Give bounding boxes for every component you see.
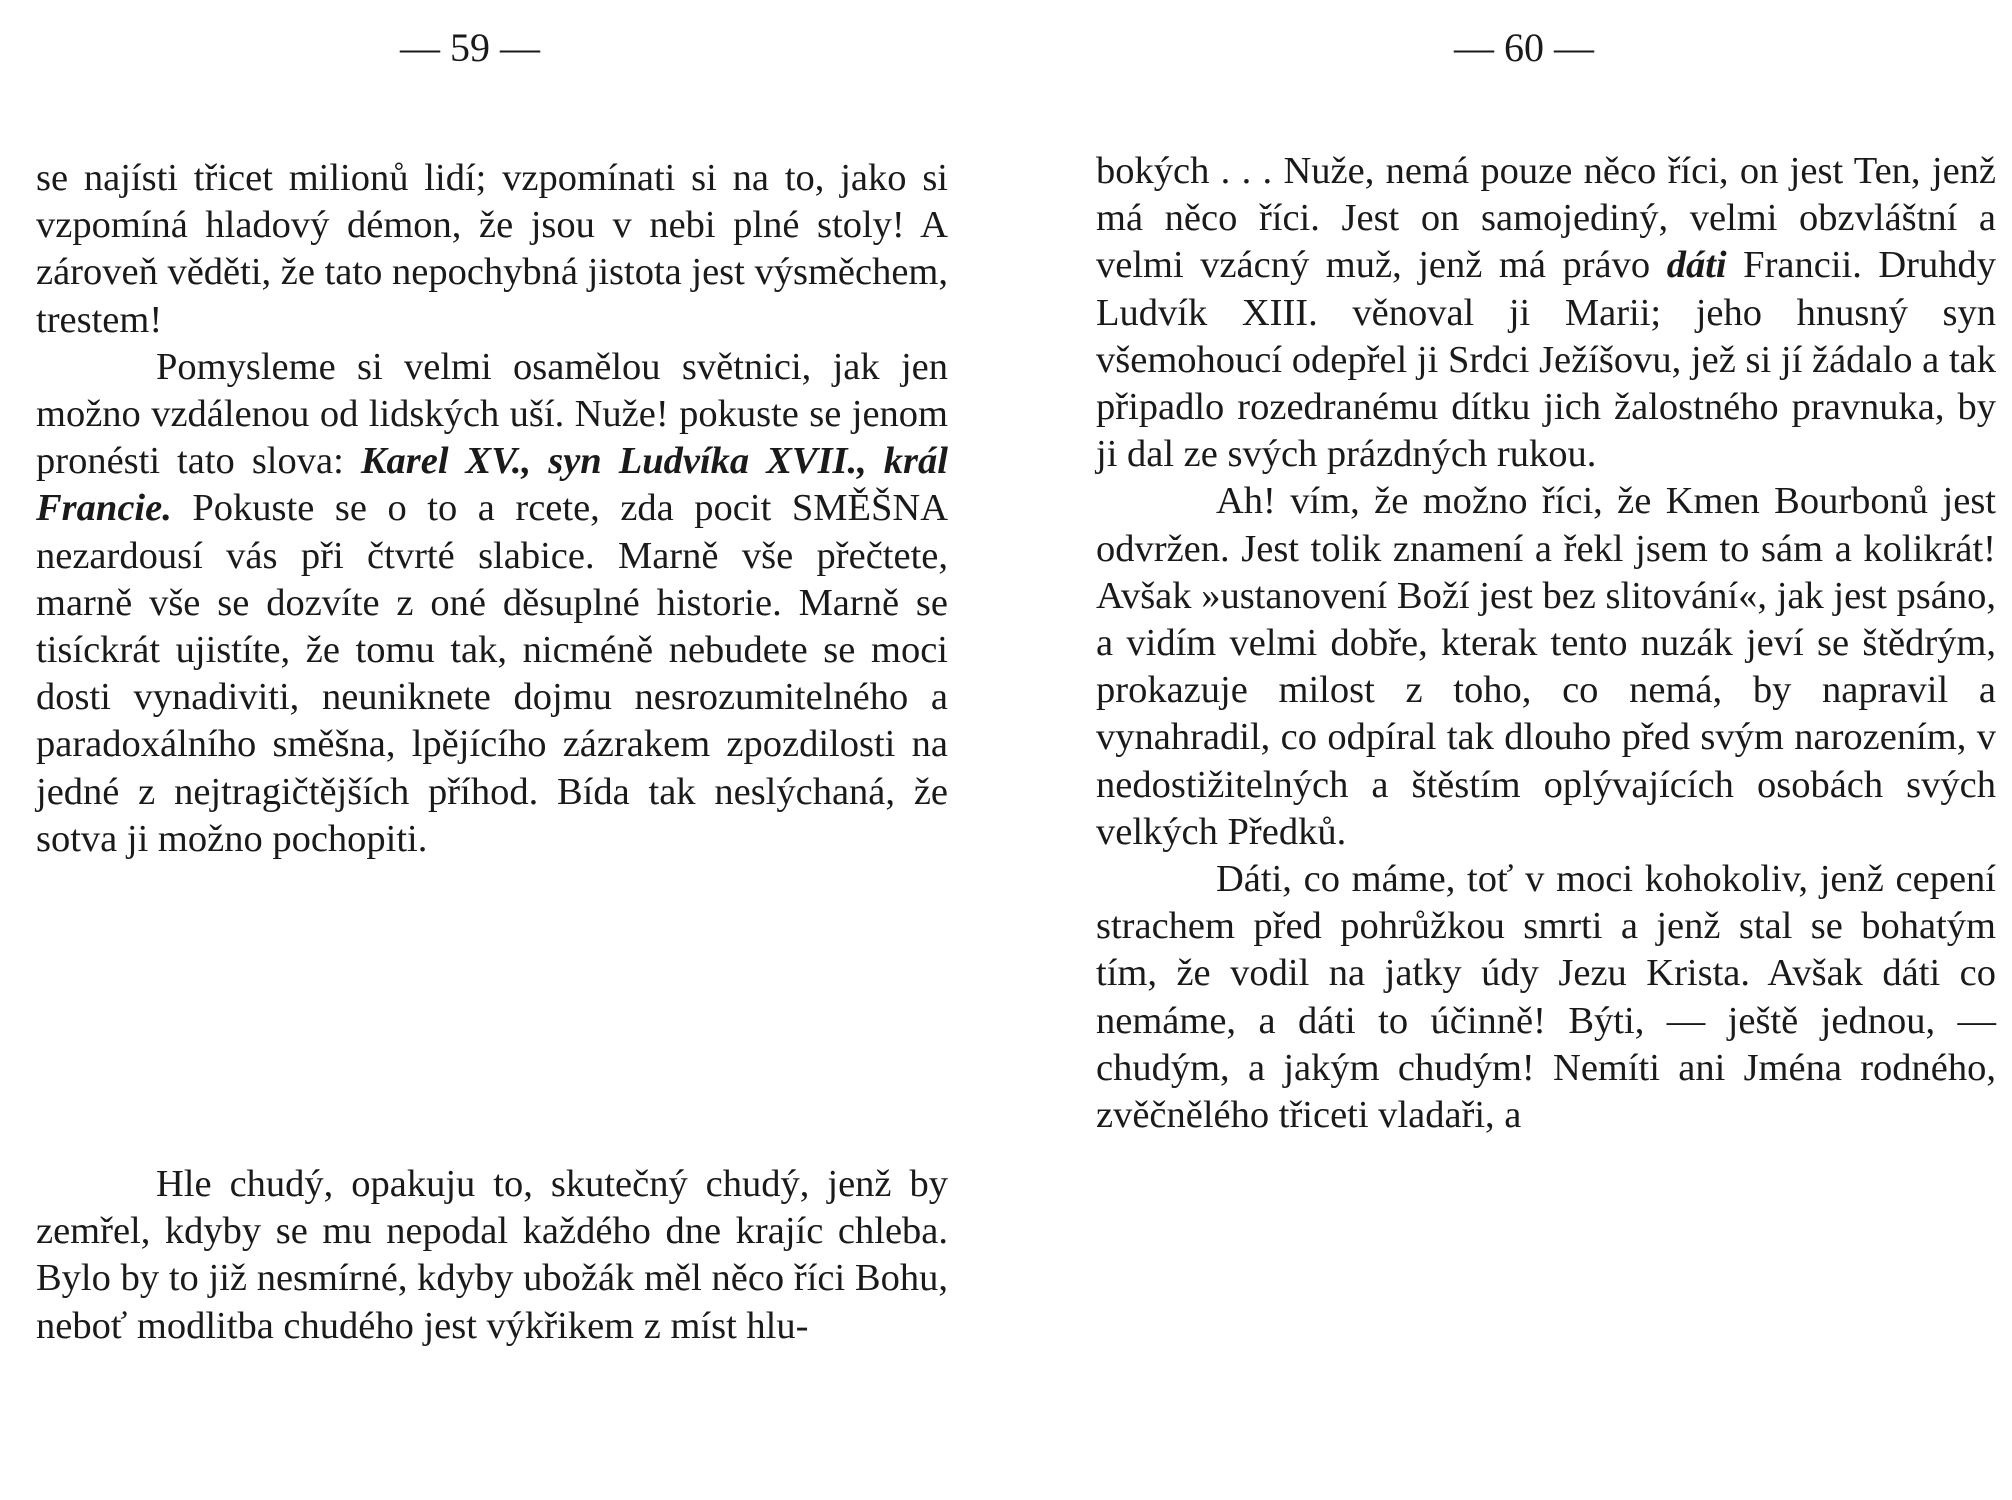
paragraph-right-2: Ah! vím, že možno říci, že Kmen Bourbonů jest odvržen. Jest tolik znamení a řekl jsem to sám a kolikrát! Avšak »ustanovení Boží jest bez slitování«, jak jest psáno, a vidím velmi dobře, kterak tento nuzák jeví se štědrým, prokazuje milost z toho, co nemá, by napravil a vynahradil, co odpíral tak dlouho před svým narozením, v nedostižitelných a štěstím oplývajících osobách svých velkých Předků. — [1096, 480, 1996, 853]
paragraph-right-1-text-cont: Francii. Druhdy Ludvík XIII. věnoval ji Marii; jeho hnusný syn všemohoucí odepřel ji Srdci Ježíšovu, jež si jí žádalo a tak připadlo rozedranému dítku jich žalostného pravnuka, by ji dal ze svých prázdných rukou. — [1096, 244, 1997, 476]
page-number-60: — 60 — — [1454, 25, 1594, 70]
right-text-block — [1096, 148, 1996, 1139]
left-text-block-upper — [36, 155, 948, 863]
left-text-block-lower — [36, 1161, 948, 1350]
paragraph-left-2-text-cont: Pokuste se o to a rcete, zda pocit SMĚŠNA nezardousí vás při čtvrté slabice. Marně vše přečtete, marně vše se dozvíte z oné děsuplné historie. Marně se tisíckrát ujistíte, že tomu tak, nicméně nebudete se moci dosti vynadiviti, neuniknete dojmu nesrozumitelného a paradoxálního směšna, lpějícího zázrakem zpozdilosti na jedné z nejtragičtějších příhod. Bída tak neslýchaná, že sotva ji možno pochopiti. — [36, 487, 948, 860]
page-number-59: — 59 — — [400, 25, 540, 70]
paragraph-left-3: Hle chudý, opakuju to, skutečný chudý, jenž by zemřel, kdyby se mu nepodal každého dne krajíc chleba. Bylo by to již nesmírné, kdyby ubožák měl něco říci Bohu, neboť modlitba chudého jest výkřikem z míst hlu- — [36, 1163, 948, 1347]
paragraph-right-1 — [1096, 148, 1996, 478]
paragraph-left-2-text: Pomysleme si velmi osamělou světnici, jak jen možno vzdálenou od lidských uší. Nuže! pokuste se jenom pronésti tato slova: — [36, 345, 948, 483]
paragraph-right-1-text: bokých . . . Nuže, nemá pouze něco říci, on jest Ten, jenž má něco říci. Jest on samojediný, velmi obzvláštní a velmi vzácný muž, jenž má právo — [1096, 150, 1996, 287]
italic-dati: dáti — [1666, 244, 1727, 287]
paragraph-right-3: Dáti, co máme, toť v moci kohokoliv, jenž cepení strachem před pohrůžkou smrti a jenž stal se bohatým tím, že vodil na jatky údy Jezu Krista. Avšak dáti co nemáme, a dáti to účinně! Býti, — ještě jednou, — chudým, a jakým chudým! Nemíti ani Jména rodného, zvěčnělého třiceti vladaři, a — [1096, 858, 1996, 1137]
paragraph-left-2 — [36, 344, 948, 863]
right-page — [1006, 0, 2012, 1500]
paragraph-left-1: se najísti třicet milionů lidí; vzpomínati si na to, jako si vzpomíná hladový démon, že jsou v nebi plné stoly! A zároveň věděti, že tato nepochybná jistota jest výsměchem, trestem! — [36, 157, 948, 341]
italic-royal-title: Karel XV., syn Ludvíka XVII., král Francie. — [36, 440, 948, 530]
